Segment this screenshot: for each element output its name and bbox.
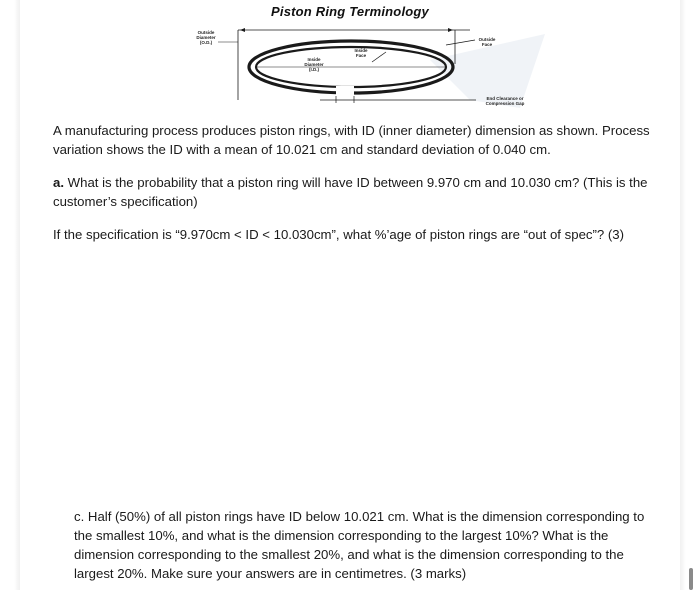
part-c: c. Half (50%) of all piston rings have ID below 10.021 cm. What is the dimension corresponding to the smallest 10%, and what is the dimension corresponding to the largest 10%? What is the dimension corresponding to the smallest 20%, and what is the dimension corresponding to the largest 20%. Make sure your answers are in centimetres. (3 marks) (74, 509, 645, 581)
outside-face-leader (446, 40, 475, 45)
label-text: Compression Gap (485, 101, 525, 106)
od-arrow-left (240, 28, 245, 32)
label-end-clearance (474, 96, 536, 106)
part-a-text: What is the probability that a piston ring will have ID between 9.970 cm and 10.030 cm? (This is the customer’s specification) (53, 175, 648, 209)
figure-title: Piston Ring Terminology (271, 4, 429, 19)
label-text: Inside (354, 48, 368, 53)
label-text: Outside (478, 37, 496, 42)
label-inside-diameter (296, 57, 332, 72)
problem-intro: A manufacturing process produces piston rings, with ID (inner diameter) dimension as shown. Process variation shows the ID with a mean of 10.021 cm and standard deviation of 0.040 cm. (53, 123, 650, 157)
part-a-label: a. (53, 175, 64, 190)
part-a (53, 173, 653, 211)
label-outside-face (472, 37, 502, 47)
label-inside-face (346, 48, 376, 58)
label-text: Outside (197, 30, 215, 35)
label-text: Diameter (304, 62, 324, 67)
label-text: Face (481, 42, 493, 47)
od-arrow-right (448, 28, 453, 32)
label-text: (I.D.) (309, 67, 319, 72)
ring-gap (336, 86, 354, 96)
label-outside-diameter (188, 30, 224, 45)
part-b: If the specification is “9.970cm < ID < 10.030cm”, what %’age of piston rings are “out of spec”? (3) (53, 227, 625, 242)
scrollbar-thumb[interactable] (689, 568, 693, 590)
label-text: Inside (307, 57, 321, 62)
label-text: Face (355, 53, 367, 58)
label-text: End Clearance or (486, 96, 524, 101)
label-text: Diameter (196, 35, 216, 40)
piston-ring-diagram (0, 0, 700, 120)
label-text: (O.D.) (199, 40, 213, 45)
